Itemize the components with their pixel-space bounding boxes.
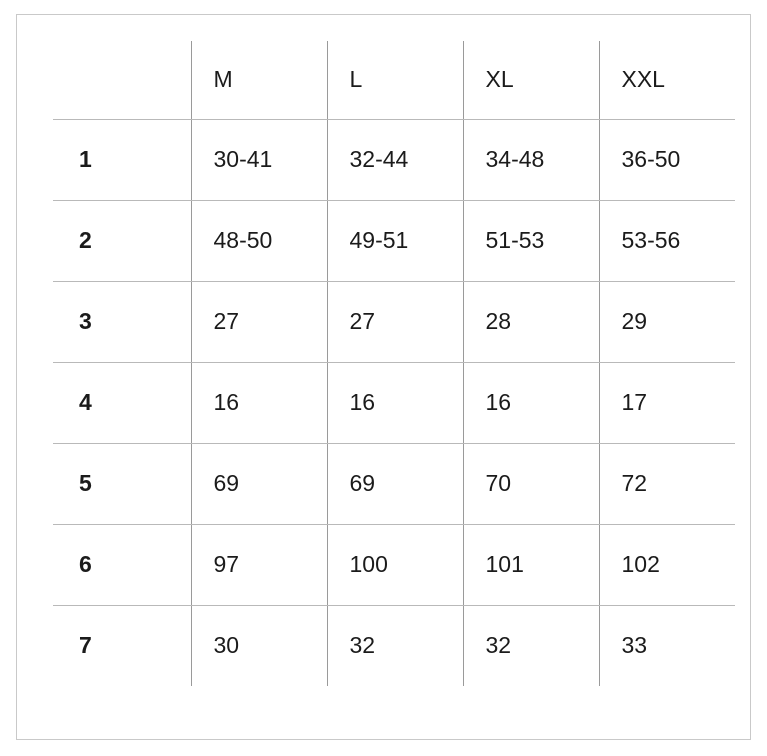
table-cell: 30 [191,606,327,687]
size-chart-frame [16,14,751,740]
table-cell: 32-44 [327,120,463,201]
column-header-xxl: XXL [599,41,735,120]
table-cell: 101 [463,525,599,606]
table-row [53,120,735,201]
table-cell: 27 [327,282,463,363]
table-cell: 33 [599,606,735,687]
table-row [53,444,735,525]
row-label: 1 [53,120,191,201]
table-cell: 53-56 [599,201,735,282]
table-cell: 70 [463,444,599,525]
table-cell: 28 [463,282,599,363]
table-row [53,201,735,282]
table-cell: 97 [191,525,327,606]
column-header-l: L [327,41,463,120]
table-body [53,120,735,687]
table-cell: 72 [599,444,735,525]
table-cell: 27 [191,282,327,363]
table-cell: 69 [327,444,463,525]
table-cell: 16 [463,363,599,444]
table-cell: 17 [599,363,735,444]
table-cell: 49-51 [327,201,463,282]
table-cell: 29 [599,282,735,363]
table-header [53,41,735,120]
row-label: 3 [53,282,191,363]
table-cell: 32 [463,606,599,687]
table-row [53,363,735,444]
table-row [53,525,735,606]
table-cell: 32 [327,606,463,687]
row-label: 4 [53,363,191,444]
table-cell: 30-41 [191,120,327,201]
table-cell: 48-50 [191,201,327,282]
table-cell: 100 [327,525,463,606]
column-header-m: M [191,41,327,120]
table-cell: 16 [327,363,463,444]
table-cell: 69 [191,444,327,525]
size-chart-table [53,41,735,686]
table-header-row [53,41,735,120]
column-header-xl: XL [463,41,599,120]
row-label: 5 [53,444,191,525]
table-row [53,282,735,363]
table-cell: 36-50 [599,120,735,201]
row-label: 7 [79,632,92,659]
table-cell: 16 [191,363,327,444]
table-cell: 51-53 [463,201,599,282]
table-corner-cell [53,41,191,120]
table-cell: 102 [599,525,735,606]
table-cell: 34-48 [463,120,599,201]
table-row [53,606,735,687]
row-label: 6 [53,525,191,606]
row-label: 2 [53,201,191,282]
